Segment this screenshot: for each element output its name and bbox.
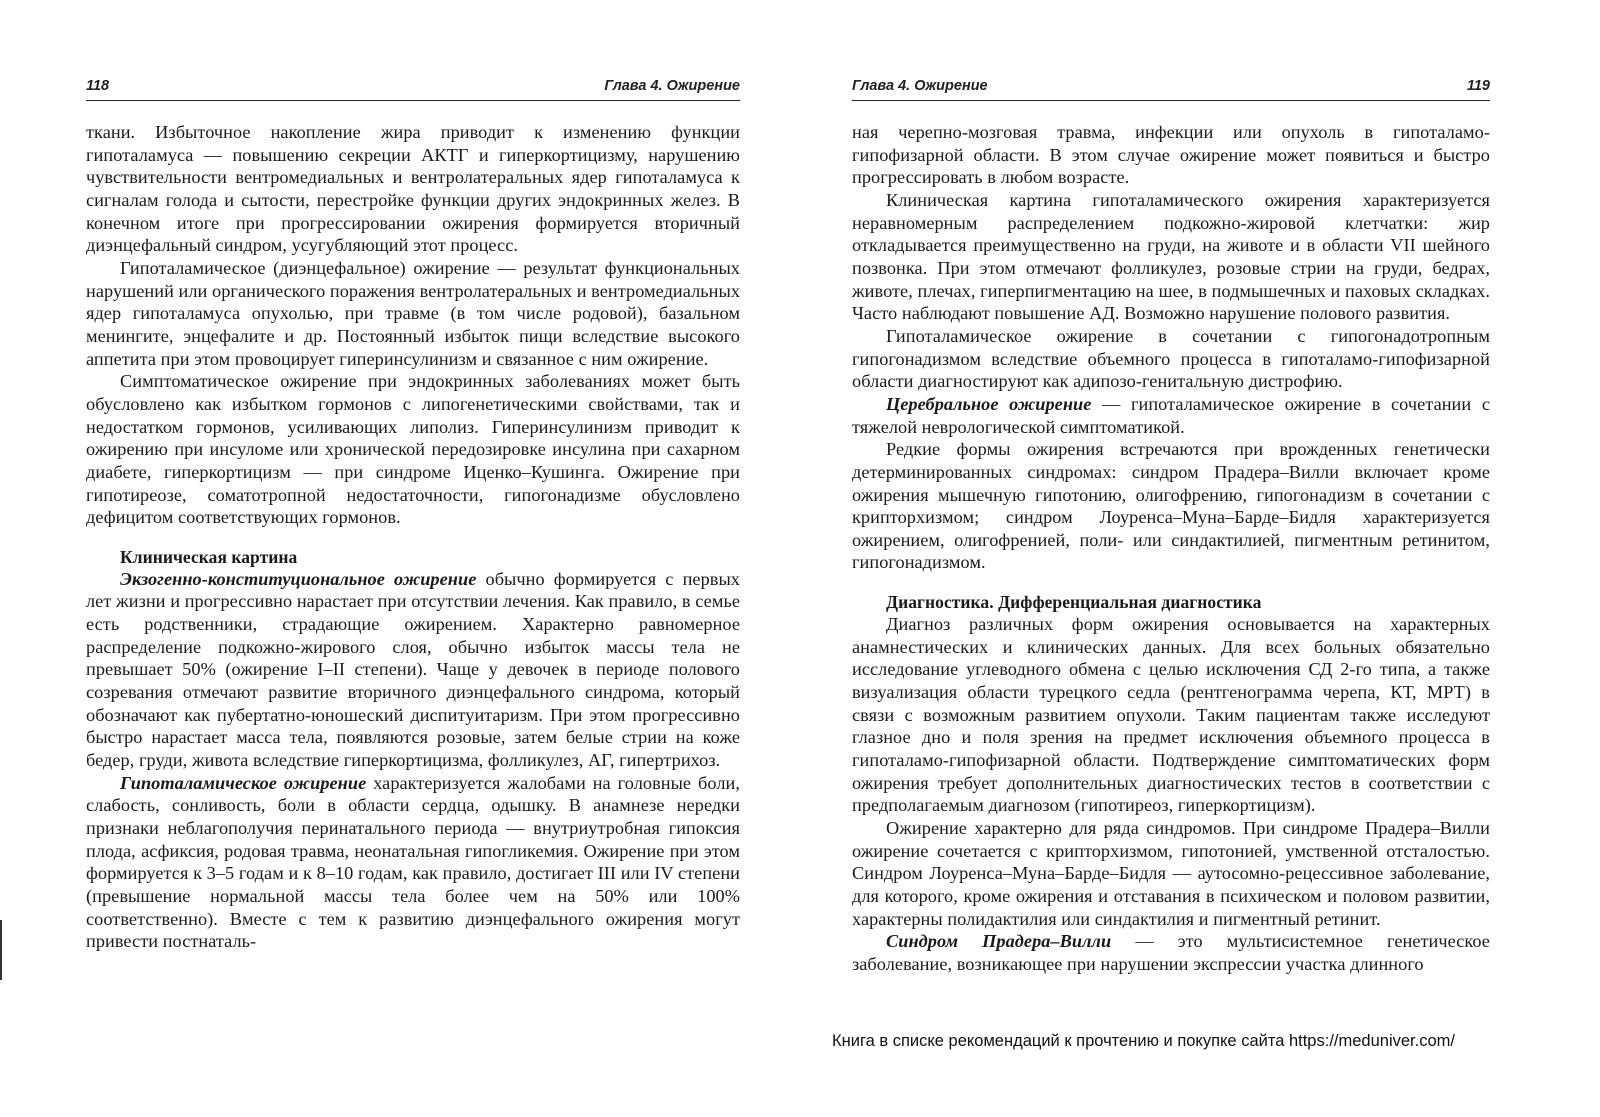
paragraph: Симптоматическое ожирение при эндокринных заболеваниях может быть обусловлено как избытком гормонов с липогенетическими свойствами, так и недостатком гормонов, усиливающих липолиз. Гиперинсулинизм приводит к ожирению при инсуломе или хронической передозировке инсулина при сахарном диабете, гиперкортицизм — при синдроме Иценко–Кушинга. Ожирение при гипотиреозе, соматотропной недостаточности, гипогонадизме обусловлено дефицитом соответствующих гормонов.	[86, 371, 740, 528]
page-number-right: 119	[1466, 78, 1490, 94]
footer-note: Книга в списке рекомендаций к прочтению и покупке сайта https://meduniver.com/	[832, 1032, 1455, 1050]
paragraph: Ожирение характерно для ряда синдромов. При синдроме Прадера–Вилли ожирение сочетается с крипторхизмом, гипотонией, умственной отсталостью. Синдром Лоуренса–Муна–Барде–Бидля — аутосомно-рецессивное заболевание, для которого, кроме ожирения и отставания в психическом и половом развитии, характерны полидактилия или синдактилия и пигментный ретинит.	[852, 818, 1490, 929]
paragraph	[86, 772, 740, 953]
term: Синдром Прадера–Вилли	[886, 931, 1112, 952]
paragraph	[86, 568, 740, 772]
paragraph: Редкие формы ожирения встречаются при врожденных генетически детерминированных синдромах: синдром Прадера–Вилли включает кроме ожирения мышечную гипотонию, олигофрению, гипогонадизм в сочетании с крипторхизмом; синдром Лоуренса–Муна–Барде–Бидля характеризуется ожирением, олигофренией, поли- или синдактилией, пигментным ретинитом, гипогонадизмом.	[852, 439, 1490, 573]
running-title-left: Глава 4. Ожирение	[604, 78, 740, 94]
paragraph: Гипоталамическое (диэнцефальное) ожирение — результат функциональных нарушений или органического поражения вентролатеральных и вентромедиальных ядер гипоталамуса опухолью, при травме (в том числе родовой), базальном менингите, энцефалите и др. Постоянный избыток пищи вследствие высокого аппетита при этом провоцирует гиперинсулинизм и связанное с ним ожирение.	[86, 257, 741, 369]
paragraph-text: обычно формируется с первых лет жизни и прогрессивно нарастает при отсутствии лечения. Как правило, в семье есть родственники, страдающие ожирением. Характерно равномерное распределение подкожно-жирового слоя, обычно избыток массы тела не превышает 50% (ожирение I–II степени). Чаще у девочек в периоде полового созревания отмечают развитие вторичного диэнцефального синдрома, который обозначают как пубертатно-юношеский диспитуитаризм. При этом прогрессивно быстро нарастает масса тела, появляются розовые, затем белые стрии на коже бедер, груди, живота вследствие гиперкортицизма, фолликулез, АГ, гипертрихоз.	[86, 568, 740, 771]
scan-edge-mark	[0, 920, 2, 980]
paragraph-text: — это мультисистемное генетическое заболевание, возникающее при нарушении экспрессии участка длинного	[852, 931, 1490, 974]
paragraph: Гипоталамическое ожирение в сочетании с гипогонадотропным гипогонадизмом вследствие объемного процесса в гипоталамо-гипофизарной области диагностируют как адипозо-генитальную дистрофию.	[852, 325, 1490, 392]
left-page-body	[86, 121, 740, 953]
paragraph: Клиническая картина гипоталамического ожирения характеризуется неравномерным распределением подкожно-жировой клетчатки: жир откладывается преимущественно на груди, на животе и в области VII шейного позвонка. При этом отмечают фолликулез, розовые стрии на груди, бедрах, животе, плечах, гиперпигментацию на шее, в подмышечных и паховых складках. Часто наблюдают повышение АД. Возможно нарушение полового развития.	[852, 189, 1490, 324]
right-page	[800, 0, 1600, 1117]
section-heading-diagnostics: Диагностика. Дифференциальная диагностика	[886, 592, 1262, 613]
paragraph-text: характеризуется жалобами на головные боли, слабость, сонливость, боли в области сердца, одышку. В анамнезе нередки признаки неблагополучия перинатального периода — внутриутробная гипоксия плода, асфиксия, родовая травма, неонатальная гипогликемия. Ожирение при этом формируется к 3–5 годам и к 8–10 годам, как правило, достигает III или IV степени (превышение нормальной массы тела более чем на 50% или 100% соответственно). Вместе с тем к развитию диэнцефального ожирения могут привести постнаталь-	[86, 772, 740, 952]
section-heading-clinical-picture: Клиническая картина	[120, 546, 298, 567]
paragraph: ткани. Избыточное накопление жира приводит к изменению функции гипоталамуса — повышению секреции АКТГ и гиперкортицизму, нарушению чувствительности вентромедиальных и вентролатеральных ядер гипоталамуса к сигналам голода и сытости, перестройке функции других эндокринных желез. В конечном итоге при прогрессировании ожирения формируется вторичный диэнцефальный синдром, усугубляющий этот процесс.	[86, 122, 740, 256]
right-page-body	[852, 121, 1490, 976]
page-number-left: 118	[86, 78, 110, 94]
right-page-header	[852, 76, 1490, 101]
left-page-header	[86, 76, 740, 101]
paragraph	[852, 393, 1490, 438]
running-title-right: Глава 4. Ожирение	[852, 78, 988, 94]
term: Церебральное ожирение	[886, 393, 1092, 414]
paragraph-text: — гипоталамическое ожирение в сочетании с тяжелой неврологической симптоматикой.	[852, 393, 1490, 437]
term: Гипоталамическое ожирение	[120, 772, 367, 793]
term: Экзогенно-конституциональное ожирение	[120, 568, 477, 589]
paragraph: Диагноз различных форм ожирения основывается на характерных анамнестических и клинических данных. Для всех больных обязательно исследование углеводного обмена с целью исключения СД 2-го типа, а также визуализация области турецкого седла (рентгенограмма черепа, КТ, МРТ) в связи с возможным развитием опухоли. Таким пациентам также исследуют глазное дно и поля зрения на предмет исключения объемного процесса в гипоталамо-гипофизарной области. Подтверждение симптоматических форм ожирения требует дополнительных диагностических тестов в соответствии с предполагаемым диагнозом (гипотиреоз, гиперкортицизм).	[852, 614, 1490, 816]
paragraph: ная черепно-мозговая травма, инфекции или опухоль в гипоталамо-гипофизарной области. В этом случае ожирение может появиться и быстро прогрессировать в любом возрасте.	[852, 122, 1490, 188]
paragraph	[852, 930, 1490, 975]
